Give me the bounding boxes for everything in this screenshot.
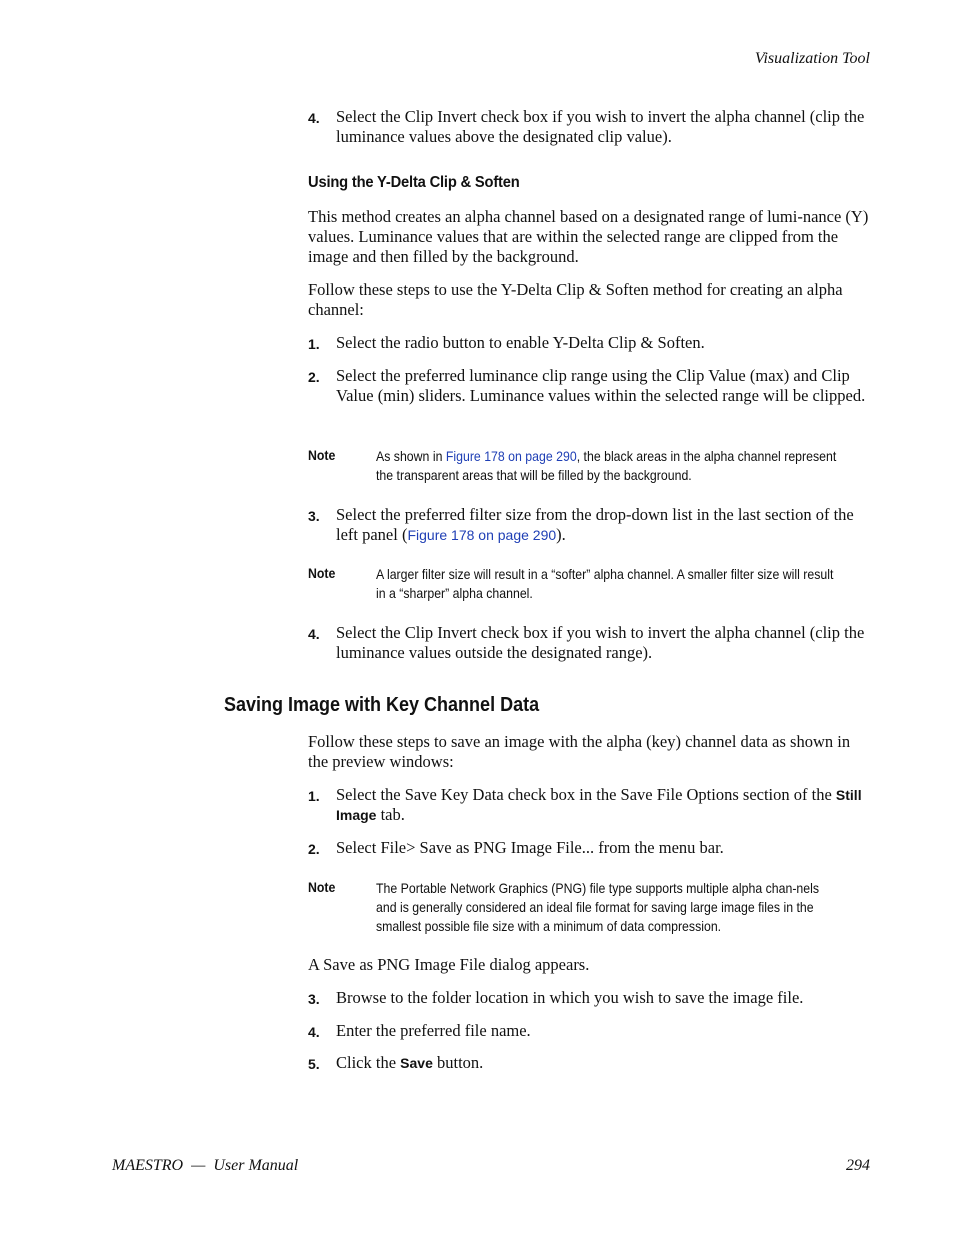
figure-link[interactable]: Figure 178 on page 290 xyxy=(407,527,557,543)
step-number: 5. xyxy=(308,1056,320,1072)
step-item xyxy=(308,107,870,147)
step-item xyxy=(308,1053,870,1073)
step-number: 1. xyxy=(308,788,320,804)
paragraph: A Save as PNG Image File dialog appears. xyxy=(308,955,590,974)
paragraph: Follow these steps to save an image with the alpha (key) channel data as shown in the preview windows: xyxy=(308,732,851,771)
note xyxy=(308,565,848,603)
step-number: 2. xyxy=(308,841,320,857)
note xyxy=(308,447,848,485)
step-text-part: Select the Save Key Data check box in the Save File Options section of the xyxy=(336,785,836,804)
step-text-part: tab. xyxy=(376,805,405,824)
step-text-part: button. xyxy=(432,1053,484,1072)
step-text: Select the Clip Invert check box if you wish to invert the alpha channel (clip the luminance values outside the designated range). xyxy=(336,623,865,662)
step-item xyxy=(308,838,870,858)
step-number: 4. xyxy=(308,110,320,126)
step-item xyxy=(308,1021,870,1041)
step-text xyxy=(336,505,870,545)
step-text: Enter the preferred file name. xyxy=(336,1021,531,1040)
step-number: 4. xyxy=(308,1024,320,1040)
step-number: 1. xyxy=(308,336,320,352)
step-text xyxy=(336,785,870,825)
running-header: Visualization Tool xyxy=(754,50,870,67)
step-item xyxy=(308,785,870,825)
step-text-part: Select the preferred filter size from the drop-down list in the last section of the left panel ( xyxy=(336,505,854,544)
step-text-part: Click the xyxy=(336,1053,401,1072)
step-item xyxy=(308,988,870,1008)
subsection-heading: Using the Y-Delta Clip & Soften xyxy=(308,174,520,191)
section-heading: Saving Image with Key Channel Data xyxy=(224,694,540,716)
step-text: Select the Clip Invert check box if you wish to invert the alpha channel (clip the luminance values above the designated clip value). xyxy=(336,107,865,146)
figure-link[interactable]: Figure 178 on page 290 xyxy=(445,448,577,464)
step-item xyxy=(308,333,870,353)
step-text: Browse to the folder location in which you wish to save the image file. xyxy=(336,988,804,1007)
step-item xyxy=(308,366,870,406)
note-body: A larger filter size will result in a “softer” alpha channel. A smaller filter size will result in a “sharper” alpha channel. xyxy=(376,566,834,601)
note-label: Note xyxy=(308,565,336,581)
step-number: 2. xyxy=(308,369,320,385)
page-number: 294 xyxy=(846,1157,870,1174)
step-number: 3. xyxy=(308,991,320,1007)
note-body: The Portable Network Graphics (PNG) file type supports multiple alpha chan-nels and is generally considered an ideal file format for saving large image files in the smallest possible file size with a minimum of data compression. xyxy=(376,880,820,934)
footer-title: MAESTRO — User Manual xyxy=(112,1157,299,1174)
step-item xyxy=(308,505,870,545)
step-text: Select the preferred luminance clip range using the Clip Value (max) and Clip Value (min) sliders. Luminance values within the selected range will be clipped. xyxy=(336,366,866,405)
step-text xyxy=(336,1053,870,1073)
ui-label-save: Save xyxy=(400,1055,433,1071)
step-number: 3. xyxy=(308,508,320,524)
step-text: Select the radio button to enable Y-Delta Clip & Soften. xyxy=(336,333,705,352)
note xyxy=(308,879,848,936)
step-item xyxy=(308,623,870,663)
ui-label-still-image: Still Image xyxy=(336,787,862,823)
note-text: , the black areas in the alpha channel represent the transparent areas that will be filled by the background. xyxy=(376,448,837,483)
paragraph: This method creates an alpha channel based on a designated range of lumi-nance (Y) values. Luminance values that are within the selected range are clipped from the image and then filled by the background. xyxy=(308,207,869,266)
step-text-part: ). xyxy=(556,525,566,544)
paragraph: Follow these steps to use the Y-Delta Clip & Soften method for creating an alpha channel: xyxy=(308,280,843,319)
note-body xyxy=(376,447,842,485)
step-number: 4. xyxy=(308,626,320,642)
step-text: Select File> Save as PNG Image File... from the menu bar. xyxy=(336,838,724,857)
note-label: Note xyxy=(308,879,336,895)
note-label: Note xyxy=(308,447,336,463)
note-text: As shown in xyxy=(376,448,446,464)
